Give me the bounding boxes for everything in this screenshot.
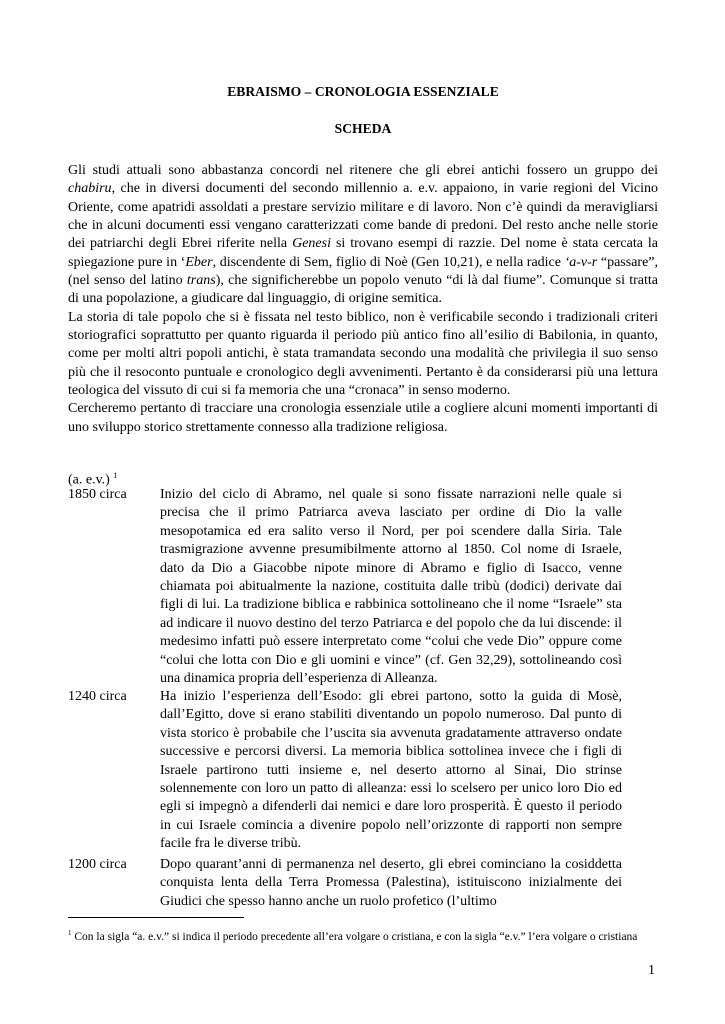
paragraph-1-part: , che in diversi documenti del secondo millennio a. e.v. appaiono, in varie regioni del Vicino Oriente, come apatridi assoldati a prestare servizio militare e di lavoro. Non c’è quindi da meravigliarsi che in alcuni documenti essi vengano caratterizzati come bande di predoni. Del resto anche nelle storie dei patriarchi degli Ebrei riferite nella xyxy=(68,181,658,252)
paragraph-1 xyxy=(68,162,658,309)
document-title: EBRAISMO – CRONOLOGIA ESSENZIALE xyxy=(227,84,499,99)
entry-date: 1850 circa xyxy=(68,487,127,502)
paragraph-1-part: ), che significherebbe un popolo venuto “di là dal fiume”. Comunque si tratta di una popolazione, a giudicare dal linguaggio, di origine semitica. xyxy=(68,273,658,307)
paragraph-1-italic: trans xyxy=(186,273,216,289)
footnote xyxy=(68,926,658,945)
footnote-divider xyxy=(68,917,244,918)
paragraph-1-italic: ‘a-v-r xyxy=(564,254,598,270)
footnote-reference[interactable]: 1 xyxy=(113,471,118,480)
era-label-text: (a. e.v.) xyxy=(68,472,110,488)
footnote-mark: 1 xyxy=(68,929,72,937)
document-subtitle: SCHEDA xyxy=(334,121,392,136)
footnote-text: Con la sigla “a. e.v.” si indica il periodo precedente all’era volgare o cristiana, e con la sigla “e.v.” l’era volgare o cristiana xyxy=(71,930,638,943)
paragraph-1-part: , discendente di Sem, figlio di Noè (Gen 10,21), e nella radice xyxy=(212,254,565,270)
intro-text xyxy=(68,162,658,437)
entry-description: Inizio del ciclo di Abramo, nel quale si sono fissate narrazioni nelle quale si precisa che il primo Patriarca aveva lasciato per ordine di Dio la valle mesopotamica ed era salito verso il Nord, per poi scendere dalla Siria. Tale trasmigrazione avvenne presumibilmente attorno al 1850. Col nome di Israele, dato da Dio a Giacobbe nipote minore di Abramo e figlio di Isacco, venne chiamata poi abitualmente la nazione, costituita dalle tribù (dodici) derivate dai figli di lui. La tradizione biblica e rabbinica sottolineano che il nome “Israele” sta ad indicare il nuovo destino del terzo Patriarca e del popolo che da lui discende: il medesimo infatti può essere interpretato come “colui che vede Dio” oppure come “colui che lotta con Dio e gli uomini e vince” (cf. Gen 32,29), sottolineando così una dinamica propria dell’esperienza di Alleanza. xyxy=(160,487,622,687)
entry-date: 1240 circa xyxy=(68,689,127,704)
page-number: 1 xyxy=(648,963,655,978)
paragraph-2: La storia di tale popolo che si è fissata nel testo biblico, non è verificabile secondo i tradizionali criteri storiografici soprattutto per quanto riguarda il periodo più antico fino all’esilio di Babilonia, in quanto, come per molti altri popoli antichi, è stata tramandata secondo una modalità che privilegia il suo senso più che il resoconto puntuale e cronologico degli avvenimenti. Pertanto è da considerarsi più una lettura teologica del vissuto di cui si fa memoria che una “cronaca” in senso moderno. xyxy=(68,309,658,399)
paragraph-1-part: si trovano esempi di razzie. Del nome è stata cercata la spiegazione pure in ‘ xyxy=(68,236,658,270)
paragraph-1-italic: Genesi xyxy=(292,236,331,252)
paragraph-1-italic: Eber xyxy=(185,254,213,270)
paragraph-1-part: “passare”, (nel senso del latino xyxy=(68,254,659,289)
paragraph-1-italic: chabiru xyxy=(68,181,112,197)
paragraph-1-part: Gli studi attuali sono abbastanza concordi nel ritenere che gli ebrei antichi fossero un gruppo dei xyxy=(68,163,658,178)
entry-description: Dopo quarant’anni di permanenza nel deserto, gli ebrei cominciano la cosiddetta conquista lenta della Terra Promessa (Palestina), istituiscono inizialmente dei Giudici che spesso hanno anche un ruolo profetico (l’ultimo xyxy=(160,857,622,909)
paragraph-3: Cercheremo pertanto di tracciare una cronologia essenziale utile a cogliere alcuni momenti importanti di uno sviluppo storico strettamente connesso alla tradizione religiosa. xyxy=(68,401,658,435)
entry-date: 1200 circa xyxy=(68,857,127,872)
entry-description: Ha inizio l’esperienza dell’Esodo: gli ebrei partono, sotto la guida di Mosè, dall’Egitto, dove si erano stabiliti diventando un popolo numeroso. Dal punto di vista storico è probabile che l’uscita sia avvenuta gradatamente attraverso ondate successive e percorsi diversi. La memoria biblica sottolinea invece che i figli di Israele partirono tutti insieme e, nel deserto attorno al Sinai, Dio strinse solennemente con loro un patto di alleanza: essi lo scelsero per unico loro Dio ed egli si impegnò a difenderli dai nemici e dare loro prosperità. È questo il periodo in cui Israele comincia a divenire popolo nell’orizzonte di rapporti non sempre facile fra le diverse tribù. xyxy=(160,689,622,852)
